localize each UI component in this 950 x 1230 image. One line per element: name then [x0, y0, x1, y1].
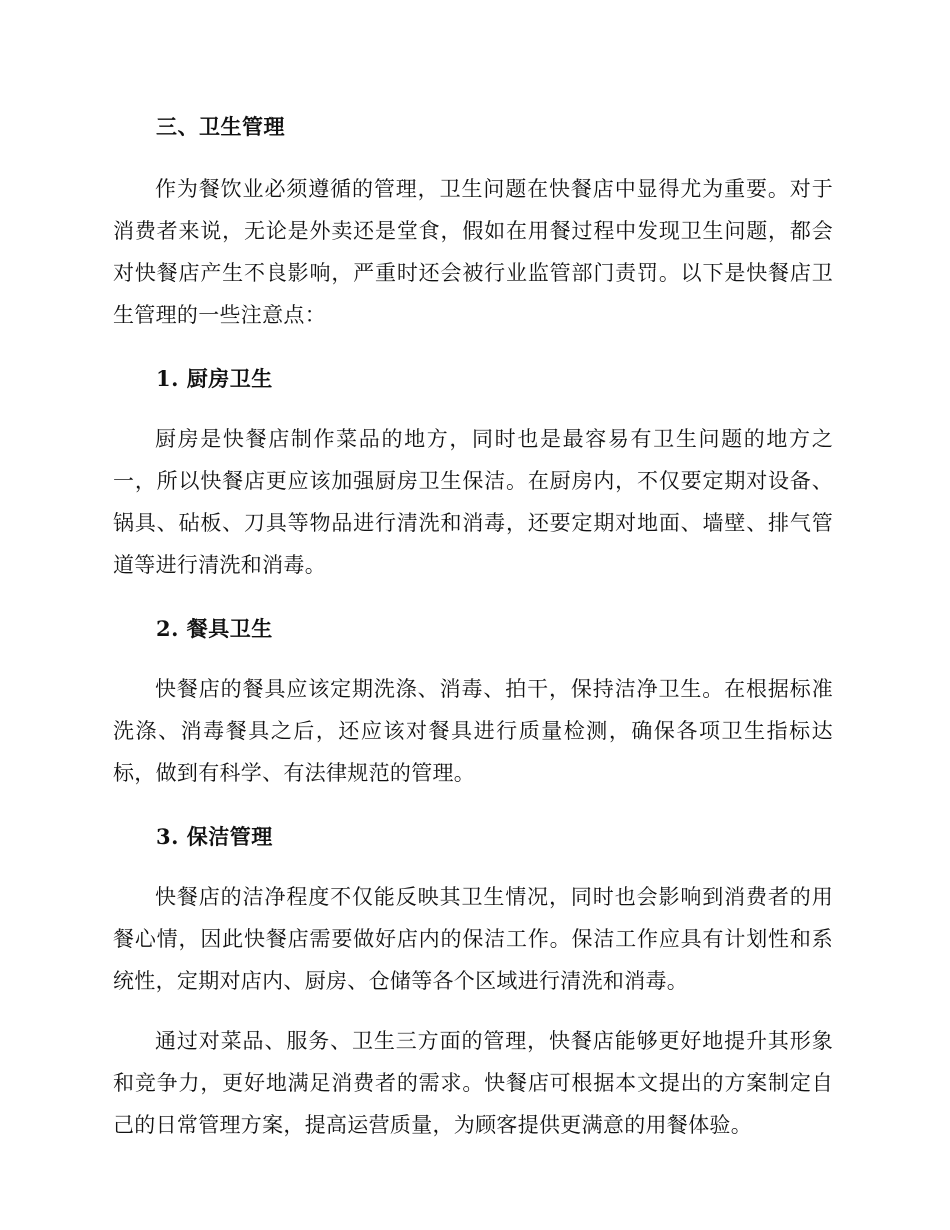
- conclusion-paragraph: 通过对菜品、服务、卫生三方面的管理，快餐店能够更好地提升其形象和竞争力，更好地满足消费者的需求。快餐店可根据本文提出的方案制定自己的日常管理方案，提高运营质量，为顾客提供更满意的用餐体验。: [113, 1029, 833, 1137]
- subsection-body-kitchen-hygiene: 厨房是快餐店制作菜品的地方，同时也是最容易有卫生问题的地方之一，所以快餐店更应该加强厨房卫生保洁。在厨房内，不仅要定期对设备、锅具、砧板、刀具等物品进行清洗和消毒，还要定期对地面、墙壁、排气管道等进行清洗和消毒。: [113, 427, 833, 577]
- document-page: [113, 112, 833, 1146]
- subsection-title-tableware-hygiene: 2. 餐具卫生: [156, 616, 273, 641]
- subsection-title-cleaning-management: 3. 保洁管理: [156, 824, 273, 849]
- intro-paragraph: 作为餐饮业必须遵循的管理，卫生问题在快餐店中显得尤为重要。对于消费者来说，无论是外卖还是堂食，假如在用餐过程中发现卫生问题，都会对快餐店产生不良影响，严重时还会被行业监管部门责罚。以下是快餐店卫生管理的一些注意点：: [113, 177, 833, 327]
- subsection-title-kitchen-hygiene: 1. 厨房卫生: [156, 366, 273, 391]
- section-title: 三、卫生管理: [156, 114, 285, 139]
- subsection-body-tableware-hygiene: 快餐店的餐具应该定期洗涤、消毒、拍干，保持洁净卫生。在根据标准洗涤、消毒餐具之后，还应该对餐具进行质量检测，确保各项卫生指标达标，做到有科学、有法律规范的管理。: [113, 677, 833, 785]
- subsection-body-cleaning-management: 快餐店的洁净程度不仅能反映其卫生情况，同时也会影响到消费者的用餐心情，因此快餐店需要做好店内的保洁工作。保洁工作应具有计划性和系统性，定期对店内、厨房、仓储等各个区域进行清洗和消毒。: [113, 885, 833, 993]
